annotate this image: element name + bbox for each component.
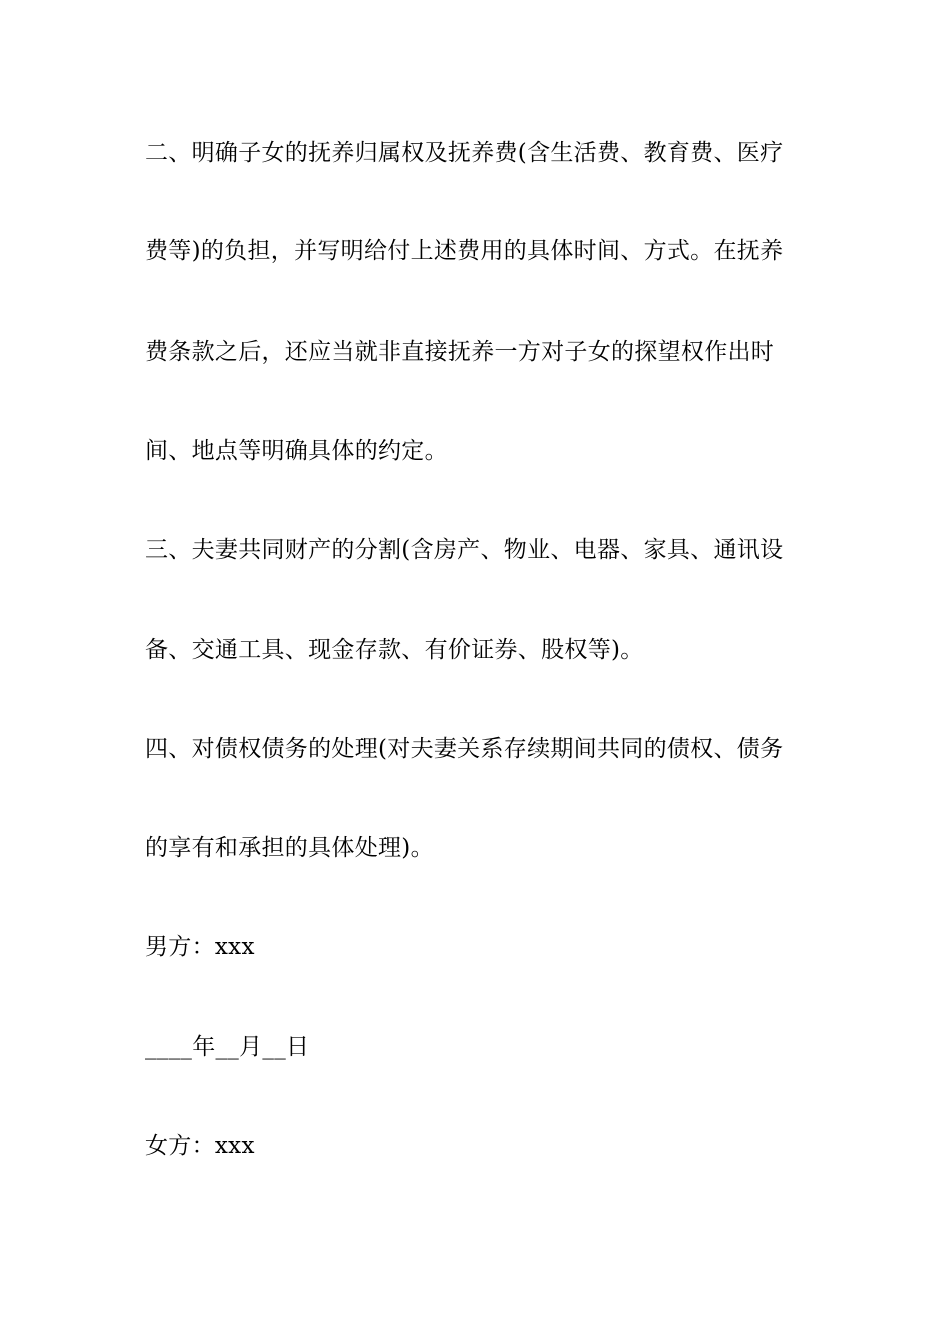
clause-two-line-4: 间、地点等明确具体的约定。 (145, 438, 448, 464)
male-signature: 男方：xxx (145, 934, 255, 960)
clause-four-line-2: 的享有和承担的具体处理)。 (145, 835, 434, 861)
clause-four-line-1: 四、对债权债务的处理(对夫妻关系存续期间共同的债权、债务 (145, 736, 784, 762)
clause-two-line-1: 二、明确子女的抚养归属权及抚养费(含生活费、教育费、医疗 (145, 140, 784, 166)
clause-two-line-3: 费条款之后，还应当就非直接抚养一方对子女的探望权作出时 (145, 339, 775, 365)
clause-three-line-2: 备、交通工具、现金存款、有价证券、股权等)。 (145, 637, 644, 663)
signature-date: ____年__月__日 (145, 1034, 310, 1060)
female-signature: 女方：xxx (145, 1133, 255, 1159)
clause-three-line-1: 三、夫妻共同财产的分割(含房产、物业、电器、家具、通讯设 (145, 537, 784, 563)
clause-two-line-2: 费等)的负担，并写明给付上述费用的具体时间、方式。在抚养 (145, 238, 784, 264)
